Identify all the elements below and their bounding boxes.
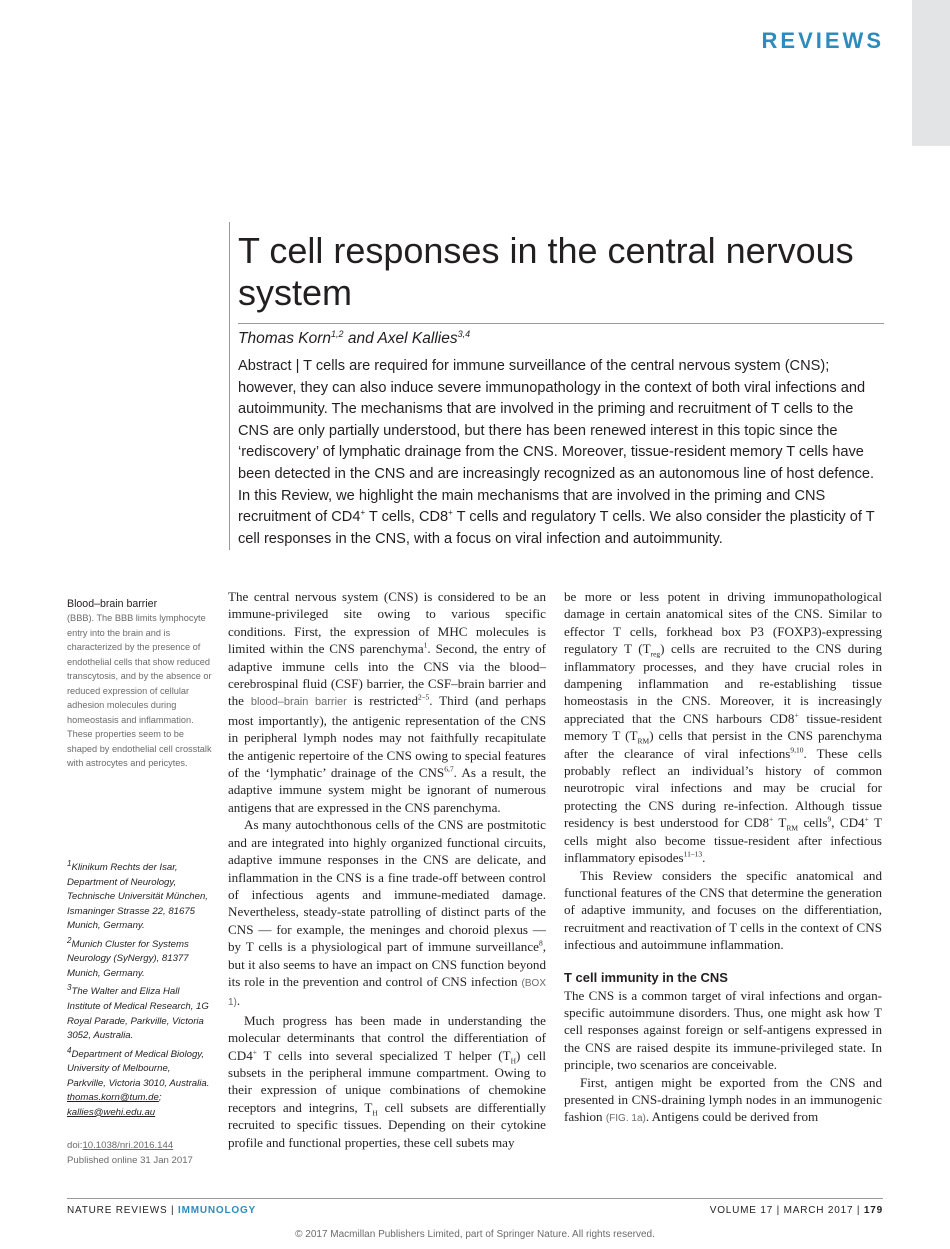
doi-block	[67, 1139, 212, 1168]
author-korn-affil: 1,2	[331, 329, 344, 339]
subscript: H	[510, 1056, 516, 1066]
abstract-sup: +	[448, 508, 453, 518]
affiliation-number: 2	[67, 935, 72, 945]
author-kallies: Axel Kallies	[377, 330, 458, 348]
affiliation-text: Munich Cluster for Systems Neurology (SyNergy), 81377 Munich, Germany.	[67, 938, 189, 979]
title-block	[229, 222, 883, 550]
article-title: T cell responses in the central nervous system	[238, 230, 854, 313]
affiliations	[67, 857, 212, 1120]
body-text: First, antigen might be exported from the CNS and presented in CNS-draining lymph nodes in an immunogenic fashion	[564, 1074, 882, 1125]
subscript: reg	[650, 649, 661, 659]
abstract-text: T cells, CD8	[365, 509, 449, 526]
body-text: ) cells are recruited to the CNS during inflammatory processes, and they have crucial roles in dampening inflammation and re-establishing tissue homeostasis in the CNS. Moreover, it is increasingly appreciated that the CNS harbours CD8	[564, 641, 882, 726]
volume: VOLUME 17	[709, 1205, 774, 1216]
body-text: Much progress has been made in understanding the molecular determinants that control the differentiation of CD4	[228, 1012, 546, 1063]
abstract-separator: |	[291, 358, 304, 374]
affiliation-number: 4	[67, 1045, 72, 1055]
superscript: +	[794, 710, 799, 720]
affiliation-3	[67, 981, 212, 1043]
affiliation-text: Klinikum Rechts der Isar, Department of Neurology, Technische Universität München, Ismaninger Strasse 22, 81675 Munich, Germany.	[67, 862, 208, 932]
paragraph: This Review considers the specific anatomical and functional features of the CNS that determine the generation of adaptive immunity, and focuses on the differentiation, recruitment and reactivation of T cells in the context of CNS infectious and autoimmune inflammation.	[564, 867, 882, 953]
superscript: +	[769, 814, 774, 824]
body-text: cell subsets are differentially recruited to specific tissues. Depending on their cytokine profile and functional properties, these cell subets may	[228, 1099, 546, 1150]
email-line	[67, 1106, 212, 1121]
glossary-sidebar	[67, 598, 212, 771]
body-text: As many autochthonous cells of the CNS are postmitotic and are integrated into highly organized functional circuits, adaptive immune responses in the CNS are delicate, and inflammation in the CNS is a fine trade-off between control of infectious agents and immune-mediated damage. Nevertheless, steady-state patrolling of distinct parts of the CNS — for example, the meninges and choroid plexus — by T cells is a physiological part of immune surveillance	[228, 817, 546, 955]
superscript: +	[864, 814, 869, 824]
citation-ref[interactable]: 6,7	[444, 764, 454, 774]
body-text: be more or less potent in driving immunopathological damage in certain anatomical sites of the CNS. Similar to effector T cells, forkhead box P3 (FOXP3)-expressing regulatory T (T	[564, 589, 882, 657]
affiliation-text: Department of Medical Biology, University of Melbourne, Parkville, Victoria 3010, Australia.	[67, 1048, 210, 1089]
body-text: tissue-resident memory T (T	[564, 710, 882, 744]
body-text: . Antigens could be derived from	[645, 1109, 819, 1125]
abstract-sup: +	[360, 508, 366, 518]
citation-ref[interactable]: 1	[423, 640, 428, 650]
body-text: is restricted	[346, 693, 419, 709]
paragraph	[228, 588, 546, 816]
affiliation-number: 1	[67, 859, 72, 868]
page-number: 179	[863, 1205, 883, 1216]
body-text: .	[702, 850, 706, 866]
title-divider	[238, 323, 884, 324]
citation-ref[interactable]: 9	[827, 814, 832, 824]
abstract-text: T cells and regulatory T cells. We also consider the plasticity of T cell responses in the CNS, with a focus on viral infection and autoimmunity.	[238, 509, 875, 547]
email-korn-link[interactable]: thomas.korn@tum.de	[67, 1092, 159, 1104]
body-text: , CD4	[831, 815, 865, 831]
author-conjunction: and	[343, 330, 378, 348]
glossary-term-link[interactable]: blood–brain barrier	[250, 696, 347, 709]
affiliation-2	[67, 934, 212, 982]
paragraph	[228, 1012, 546, 1151]
published-date: Published online 31 Jan 2017	[67, 1154, 193, 1166]
email-line: thomas.korn@tum.de;	[67, 1092, 162, 1104]
paragraph: The CNS is a common target of viral infections and organ-specific autoimmune disorders. Thus, one might ask how T cell responses against foreign or self-antigens expressed in the CNS are raised despite its immune-privileged state. In principle, two scenarios are conceivable.	[564, 987, 882, 1073]
footer-separator: |	[167, 1205, 179, 1216]
doi-line	[67, 1139, 212, 1154]
side-tab	[912, 0, 950, 146]
doi-link[interactable]: 10.1038/nri.2016.144	[82, 1140, 174, 1151]
glossary-definition: (BBB). The BBB limits lymphocyte entry into the brain and is characterized by the presence of endothelial cells that show reduced transcytosis, and by the absence or reduced expression of cellular adhesion molecules during homeostasis and inflammation. These properties seem to be shaped by endothelial cell crosstalk with astrocytes and pericytes.	[67, 613, 212, 768]
body-text: ) cells that persist in the CNS parenchyma after the clearance of viral infections	[564, 728, 882, 761]
author-korn: Thomas Korn	[238, 330, 332, 348]
author-kallies-affil: 3,4	[457, 329, 471, 339]
paragraph	[564, 1074, 882, 1128]
doi-prefix: doi:	[67, 1140, 83, 1151]
issue-date: MARCH 2017	[783, 1205, 854, 1216]
footer-separator: |	[773, 1205, 784, 1216]
body-text: ) cell subsets in the peripheral immune compartment. Owing to their expression of unique combinations of chemokine receptors and integrins, T	[228, 1047, 546, 1115]
affiliation-1	[67, 857, 212, 934]
body-text: . These cells probably reflect an individual’s history of common neurotropic viral infections and may be crucial for protecting the CNS during re-infection. Although tissue residency is best understood for CD8	[564, 745, 883, 831]
subscript: RM	[637, 736, 650, 746]
citation-ref[interactable]: 9,10	[790, 745, 804, 755]
copyright-notice: © 2017 Macmillan Publishers Limited, part of Springer Nature. All rights reserved.	[295, 1229, 655, 1240]
author-line	[238, 329, 470, 348]
citation-ref[interactable]: 2–5	[418, 693, 430, 703]
body-text: The central nervous system (CNS) is considered to be an immune-privileged site owing to various specific conditions. First, the expression of MHC molecules is limited within the CNS parenchyma	[228, 589, 546, 657]
section-label: REVIEWS	[761, 28, 884, 53]
footer-issue	[710, 1205, 883, 1216]
citation-ref[interactable]: 8	[538, 938, 543, 948]
journal-name: NATURE REVIEWS	[67, 1205, 168, 1216]
paragraph	[564, 588, 882, 867]
superscript: +	[252, 1047, 257, 1057]
glossary-term: Blood–brain barrier	[67, 598, 158, 610]
footer-journal	[67, 1205, 256, 1216]
abstract-text: T cells are required for immune surveillance of the central nervous system (CNS); however, they can also induce severe immunopathology in the context of both viral infections and autoimmunity. The mechanisms that are involved in the priming and recruitment of T cells to the CNS are only partially understood, but there has been renewed interest in this topic since the ‘rediscovery’ of lymphatic drainage from the CNS. Moreover, tissue-resident memory T cells have been detected in the CNS and are increasingly recognized as an autonomous line of host defence. In this Review, we highlight the main mechanisms that are involved in the priming and CNS recruitment of CD4	[238, 358, 875, 526]
abstract	[238, 356, 888, 550]
affiliation-number: 3	[67, 983, 72, 993]
body-text: cells	[798, 815, 828, 831]
body-text: T cells might also become tissue-resident after infectious inflammatory episodes	[564, 815, 882, 866]
paragraph	[228, 816, 546, 1011]
journal-subject: IMMUNOLOGY	[178, 1205, 257, 1216]
body-column-1	[228, 588, 546, 1151]
body-text: . Third (and perhaps most importantly), the antigenic representation of the CNS in peripheral lymph nodes may not faithfully recapitulate the antigenic repertoire of the CNS owing to special features of the ‘lymphatic’ drainage of the CNS	[228, 693, 546, 781]
footer-separator: |	[853, 1205, 864, 1216]
abstract-label: Abstract	[238, 358, 292, 374]
affiliation-text: The Walter and Eliza Hall Institute of Medical Research, 1G Royal Parade, Parkville, Victoria 3052, Australia.	[67, 986, 209, 1042]
body-text: . Second, the entry of adaptive immune cells into the CNS via the blood–cerebrospinal fluid (CSF) barrier, the CSF–brain barrier and the	[228, 641, 546, 709]
body-text: , but it also seems to have an impact on CNS function beyond its role in the prevention and control of CNS infection	[228, 939, 546, 989]
affiliation-4	[67, 1044, 212, 1092]
footer-divider	[67, 1198, 883, 1199]
body-text: T	[773, 815, 787, 831]
subscript: H	[372, 1108, 378, 1118]
body-text: .	[236, 993, 241, 1009]
citation-ref[interactable]: 11–13	[683, 849, 703, 859]
body-column-2	[564, 588, 882, 1128]
section-heading: T cell immunity in the CNS	[564, 969, 728, 985]
body-text: T cells into several specialized T helper (T	[256, 1047, 511, 1063]
body-text: . As a result, the adaptive immune system might be ignorant of numerous antigens that are expressed in the CNS parenchyma.	[228, 765, 547, 815]
subscript: RM	[786, 823, 799, 833]
figure-reference-link[interactable]: (FIG. 1a)	[605, 1113, 646, 1125]
box-reference-link[interactable]: (BOX 1)	[228, 977, 546, 1009]
email-kallies-link[interactable]: kallies@wehi.edu.au	[67, 1106, 156, 1118]
